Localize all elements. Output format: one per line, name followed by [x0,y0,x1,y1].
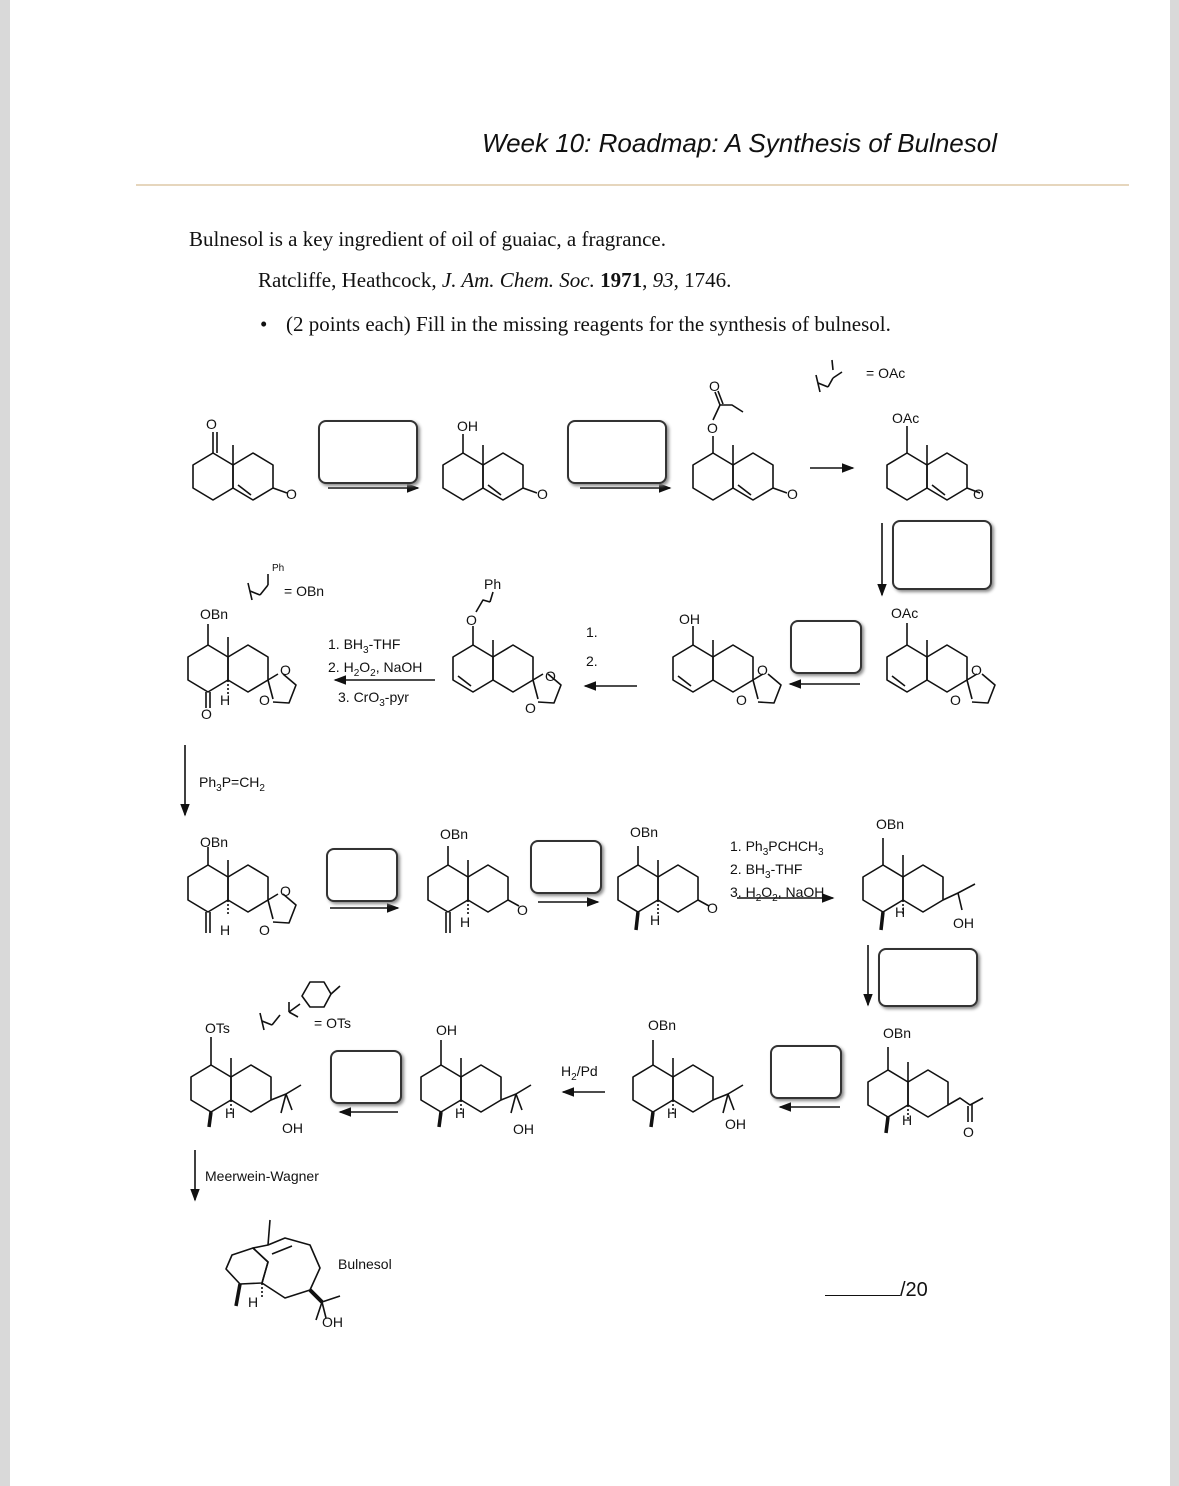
label-obn: OBn [648,1017,677,1033]
label-h: H [455,1105,466,1121]
answer-box-5[interactable] [326,848,398,902]
label-o: O [736,692,747,708]
label-o: O [517,902,528,918]
label-o: O [971,662,982,678]
label-obn: OBn [440,826,469,842]
reagent-line: 2. $BH_3$-THF [730,860,803,881]
label-oh: OH [436,1022,457,1038]
label-o: O [707,900,718,916]
label-ots: OTs [205,1020,230,1036]
label-o: O [950,692,961,708]
molecule-wieland-miescher-ketone [193,432,287,500]
molecule-oac-enone [887,426,980,500]
molecule-exomethylene-ketone [428,846,519,933]
label-o: O [206,416,217,432]
molecule-hydroxy-enone [443,434,537,500]
reagent-line: 3. $H_2O_2$, NaOH [730,883,825,904]
label-h: H [248,1294,259,1310]
score-blank[interactable] [825,1279,900,1296]
label-oh: OH [282,1120,303,1136]
label-h: H [650,912,661,928]
label-oh: OH [457,418,478,434]
answer-box-8[interactable] [770,1045,842,1099]
label-oac: OAc [892,410,920,426]
label-o: O [466,612,477,628]
molecule-bulnesol [226,1220,340,1320]
label-obn: OBn [883,1025,912,1041]
label-obn: OBn [876,816,905,832]
citation: Ratcliffe, Heathcock, J. Am. Chem. Soc. 1971, 93, 1746. [258,268,732,292]
label-o: O [280,662,291,678]
reagents-bh3-cro3 [328,636,422,711]
worksheet-page [10,0,1170,1486]
label-obn: OBn [200,834,229,850]
label-oh: OH [953,915,974,931]
label-o: O [787,486,798,502]
oac-legend: = OAc [866,365,906,381]
label-ph: Ph [272,563,285,574]
label-h: H [220,692,231,708]
bullet-dot: • [260,312,268,336]
label-oh: OH [725,1116,746,1132]
label-o: O [545,668,556,684]
label-oh: OH [513,1121,534,1137]
answer-box-2[interactable] [567,420,667,484]
molecule-diol [421,1040,531,1127]
label-oh: OH [322,1314,343,1330]
label-o: O [201,706,212,722]
label-h: H [667,1105,678,1121]
label-h: H [225,1105,236,1121]
reagent-wittig: $Ph_3P=CH_2$ [199,774,265,794]
answer-box-4[interactable] [790,620,862,674]
label-obn: OBn [630,824,659,840]
obn-legend-drawing [248,574,268,600]
label-obn: OBn [200,606,229,622]
citation-year: 1971 [600,268,643,292]
label-o: O [259,692,270,708]
intro-text: Bulnesol is a key ingredient of oil of guaiac, a fragrance. [189,227,666,251]
reagent-line: 2. [586,653,598,669]
label-o: O [525,700,536,716]
label-h: H [220,922,231,938]
product-name: Bulnesol [338,1256,392,1272]
reagent-line: 1. $BH_3$-THF [328,636,401,656]
reagents-ph3pchch3 [730,838,824,906]
label-ph: Ph [484,576,502,592]
citation-volume: 93 [652,268,674,292]
instruction-text: (2 points each) Fill in the missing reagents for the synthesis of bulnesol. [286,312,891,336]
label-o: O [963,1124,974,1140]
reagents-two-step [586,624,598,670]
answer-box-9[interactable] [330,1050,402,1104]
reagent-line: 1. [586,624,598,640]
label-o: O [280,883,291,899]
obn-legend: = OBn [284,583,325,599]
reagent-line: 1. $Ph_3PCHCH_3$ [730,838,824,858]
label-h: H [902,1112,913,1128]
score-line [825,1279,928,1302]
reagent-line: 3. CrO$_3$-pyr [338,688,409,709]
score-total: /20 [900,1279,928,1301]
page-title: Week 10: Roadmap: A Synthesis of Bulnesol [482,128,997,158]
citation-journal: J. Am. Chem. Soc. [441,268,595,292]
label-o: O [709,378,720,394]
molecule-tertiary-alcohol-obn [633,1040,743,1127]
label-o: O [707,420,718,436]
answer-box-7[interactable] [878,948,978,1007]
label-o: O [537,486,548,502]
molecule-methyl-ketone [618,846,709,930]
molecule-side-chain-ketone [868,1047,983,1133]
molecule-obn-alkene-ketal [453,592,561,703]
molecule-tosylate [191,1037,301,1127]
label-o: O [973,486,984,502]
citation-authors: Ratcliffe, Heathcock, [258,268,442,292]
reagent-meerwein-wagner: Meerwein-Wagner [205,1168,319,1184]
answer-box-3[interactable] [892,520,992,590]
reagent-h2-pd: $H_2/Pd$ [561,1063,598,1083]
answer-box-1[interactable] [318,420,418,484]
reaction-scheme [10,0,1170,1486]
label-o: O [259,922,270,938]
label-oh: OH [679,611,700,627]
label-h: H [460,914,471,930]
label-o: O [757,662,768,678]
molecule-acetate-enone [693,391,787,500]
answer-box-6[interactable] [530,840,602,894]
reagent-line: 2. $H_2O_2$, NaOH [328,658,423,679]
citation-pages: , 1746. [673,268,732,292]
label-oac: OAc [891,605,919,621]
label-h: H [895,904,906,920]
oac-legend-drawing [816,360,842,392]
label-o: O [286,486,297,502]
ots-legend: = OTs [314,1015,351,1031]
